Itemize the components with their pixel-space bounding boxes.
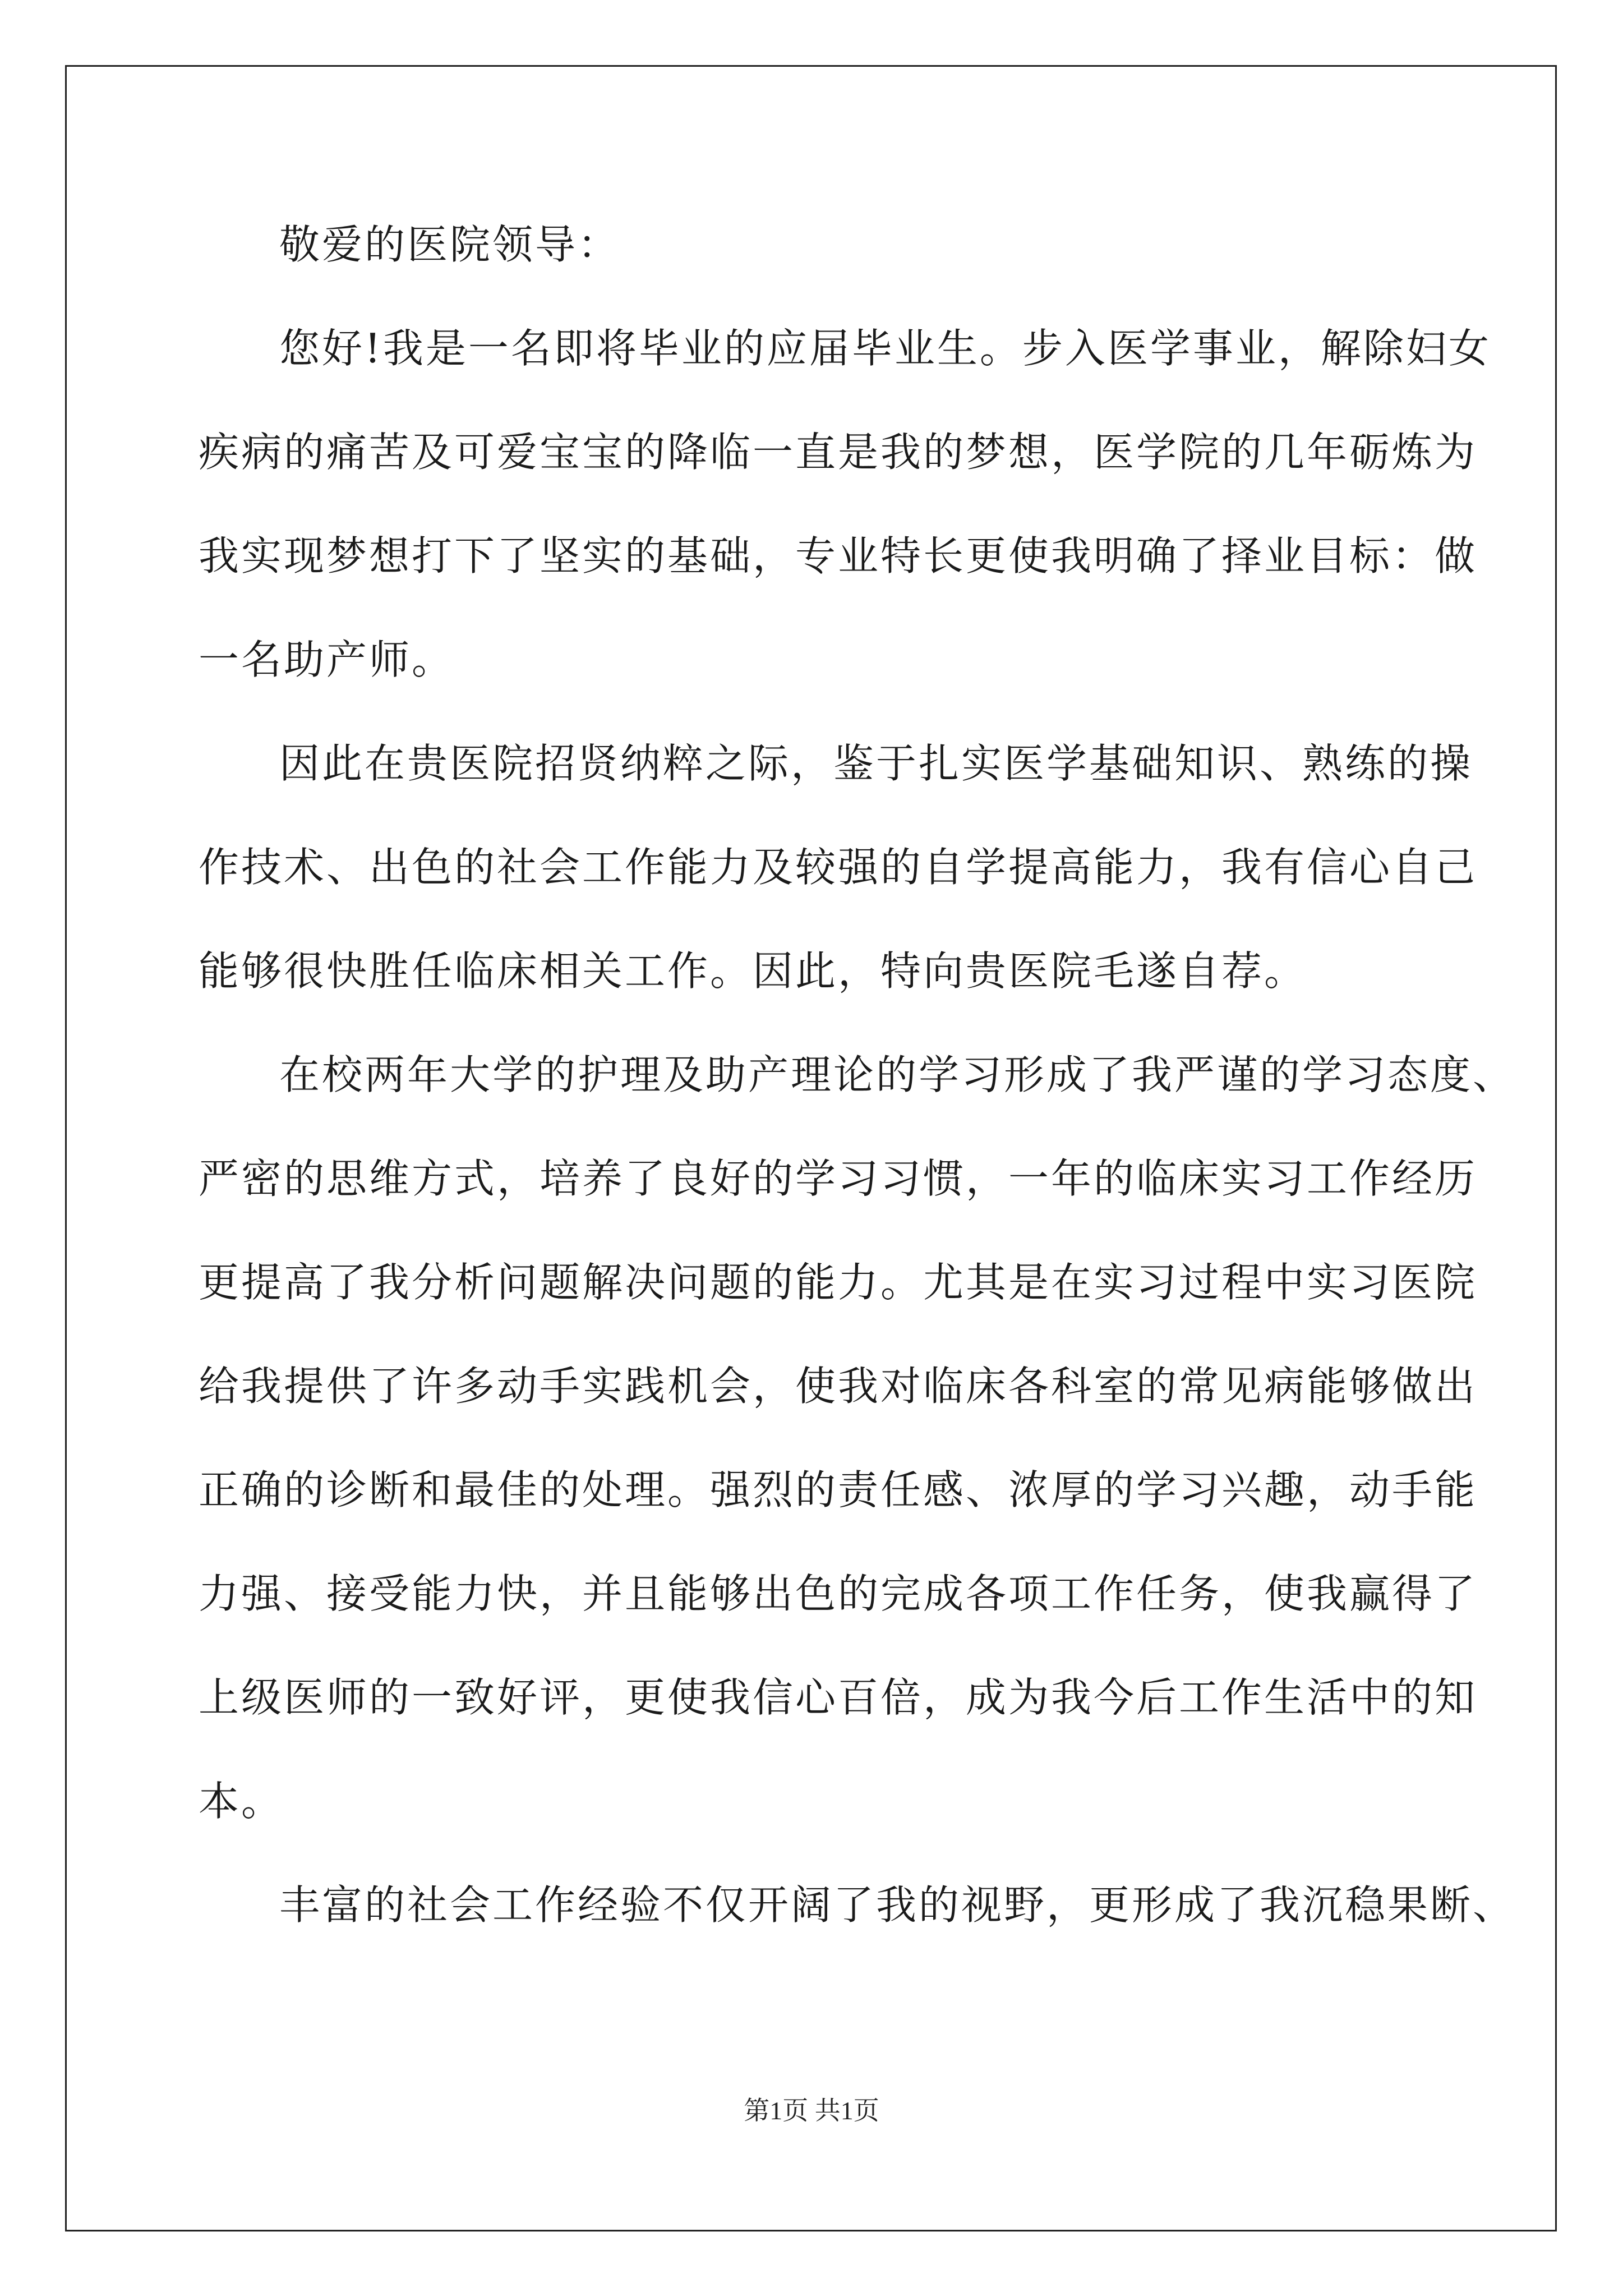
- text-line: 正确的诊断和最佳的处理。强烈的责任感、浓厚的学习兴趣，动手能: [199, 1466, 1478, 1513]
- text-line: 更提高了我分析问题解决问题的能力。尤其是在实习过程中实习医院: [199, 1259, 1478, 1306]
- text-line: 本。: [199, 1778, 284, 1825]
- text-line: 力强、接受能力快，并且能够出色的完成各项工作任务，使我赢得了: [199, 1570, 1478, 1617]
- text-line: 我实现梦想打下了坚实的基础，专业特长更使我明确了择业目标：做: [199, 532, 1478, 579]
- text-line: 上级医师的一致好评，更使我信心百倍，成为我今后工作生活中的知: [199, 1674, 1478, 1721]
- text-line: 能够很快胜任临床相关工作。因此，特向贵医院毛遂自荐。: [199, 947, 1307, 995]
- text-line: 严密的思维方式，培养了良好的学习习惯，一年的临床实习工作经历: [199, 1155, 1478, 1202]
- page-number-footer: 第1页 共1页: [744, 2096, 879, 2125]
- text-line: 在校两年大学的护理及助产理论的学习形成了我严谨的学习态度、: [279, 1051, 1516, 1098]
- text-line: 丰富的社会工作经验不仅开阔了我的视野，更形成了我沉稳果断、: [279, 1881, 1516, 1929]
- salutation-line: 敬爱的医院领导：: [279, 221, 621, 268]
- text-line: 作技术、出色的社会工作能力及较强的自学提高能力，我有信心自己: [199, 844, 1478, 891]
- text-line: 一名助产师。: [199, 636, 455, 683]
- text-line: 疾病的痛苦及可爱宝宝的降临一直是我的梦想，医学院的几年砺炼为: [199, 429, 1478, 476]
- text-line: 您好!我是一名即将毕业的应届毕业生。步入医学事业，解除妇女: [279, 325, 1491, 372]
- text-line: 给我提供了许多动手实践机会，使我对临床各科室的常见病能够做出: [199, 1363, 1478, 1410]
- text-line: 因此在贵医院招贤纳粹之际，鉴于扎实医学基础知识、熟练的操: [279, 740, 1473, 787]
